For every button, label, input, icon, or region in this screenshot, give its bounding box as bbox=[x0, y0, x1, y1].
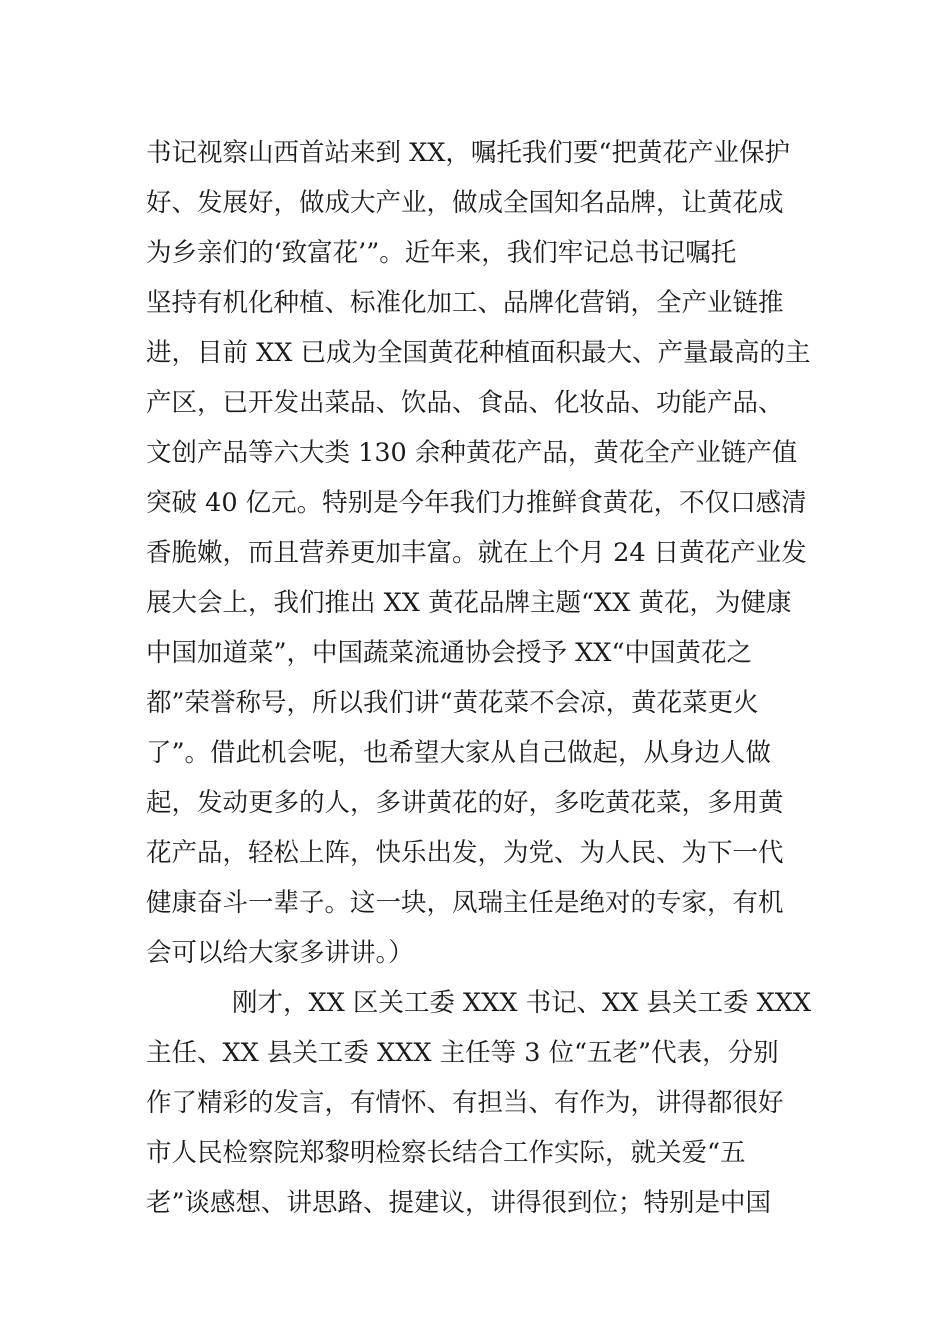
text-line: 健康奋斗一辈子。这一块，凤瑞主任是绝对的专家，有机 bbox=[146, 888, 784, 918]
text-line: 了”。借此机会呢，也希望大家从自己做起，从身边人做 bbox=[146, 738, 772, 768]
text-line: 坚持有机化种植、标准化加工、品牌化营销，全产业链推 bbox=[146, 288, 784, 318]
text-line: 展大会上，我们推出 XX 黄花品牌主题“XX 黄花，为健康 bbox=[146, 588, 792, 618]
body-text bbox=[146, 128, 811, 1228]
text-line: 作了精彩的发言，有情怀、有担当、有作为，讲得都很好 bbox=[146, 1088, 784, 1118]
text-line: 市人民检察院郑黎明检察长结合工作实际，就关爱“五 bbox=[146, 1138, 746, 1168]
text-line: 文创产品等六大类 130 余种黄花产品，黄花全产业链产值 bbox=[146, 438, 798, 468]
text-line: 产区，已开发出菜品、饮品、食品、化妆品、功能产品、 bbox=[146, 388, 784, 418]
paragraph-start-line: 刚才，XX 区关工委 XXX 书记、XX 县关工委 XXX bbox=[232, 988, 812, 1018]
text-line: 中国加道菜”，中国蔬菜流通协会授予 XX“中国黄花之 bbox=[146, 638, 752, 668]
text-line: 主任、XX 县关工委 XXX 主任等 3 位“五老”代表，分别 bbox=[146, 1038, 779, 1068]
text-line: 为乡亲们的‘致富花’”。近年来，我们牢记总书记嘱托 bbox=[146, 238, 737, 268]
text-line: 书记视察山西首站来到 XX，嘱托我们要“把黄花产业保护 bbox=[146, 138, 790, 168]
text-line: 起，发动更多的人，多讲黄花的好，多吃黄花菜，多用黄 bbox=[146, 788, 784, 818]
text-line: 都”荣誉称号，所以我们讲“黄花菜不会凉，黄花菜更火 bbox=[146, 688, 759, 718]
text-line: 会可以给大家多讲讲。） bbox=[146, 938, 414, 968]
text-line: 香脆嫩，而且营养更加丰富。就在上个月 24 日黄花产业发 bbox=[146, 538, 807, 568]
text-line: 好、发展好，做成大产业，做成全国知名品牌，让黄花成 bbox=[146, 188, 784, 218]
text-line: 老”谈感想、讲思路、提建议，讲得很到位；特别是中国 bbox=[146, 1188, 772, 1218]
text-line: 花产品，轻松上阵，快乐出发，为党、为人民、为下一代 bbox=[146, 838, 784, 868]
text-line: 突破 40 亿元。特别是今年我们力推鲜食黄花，不仅口感清 bbox=[146, 488, 807, 518]
text-line: 进，目前 XX 已成为全国黄花种植面积最大、产量最高的主 bbox=[146, 338, 811, 368]
